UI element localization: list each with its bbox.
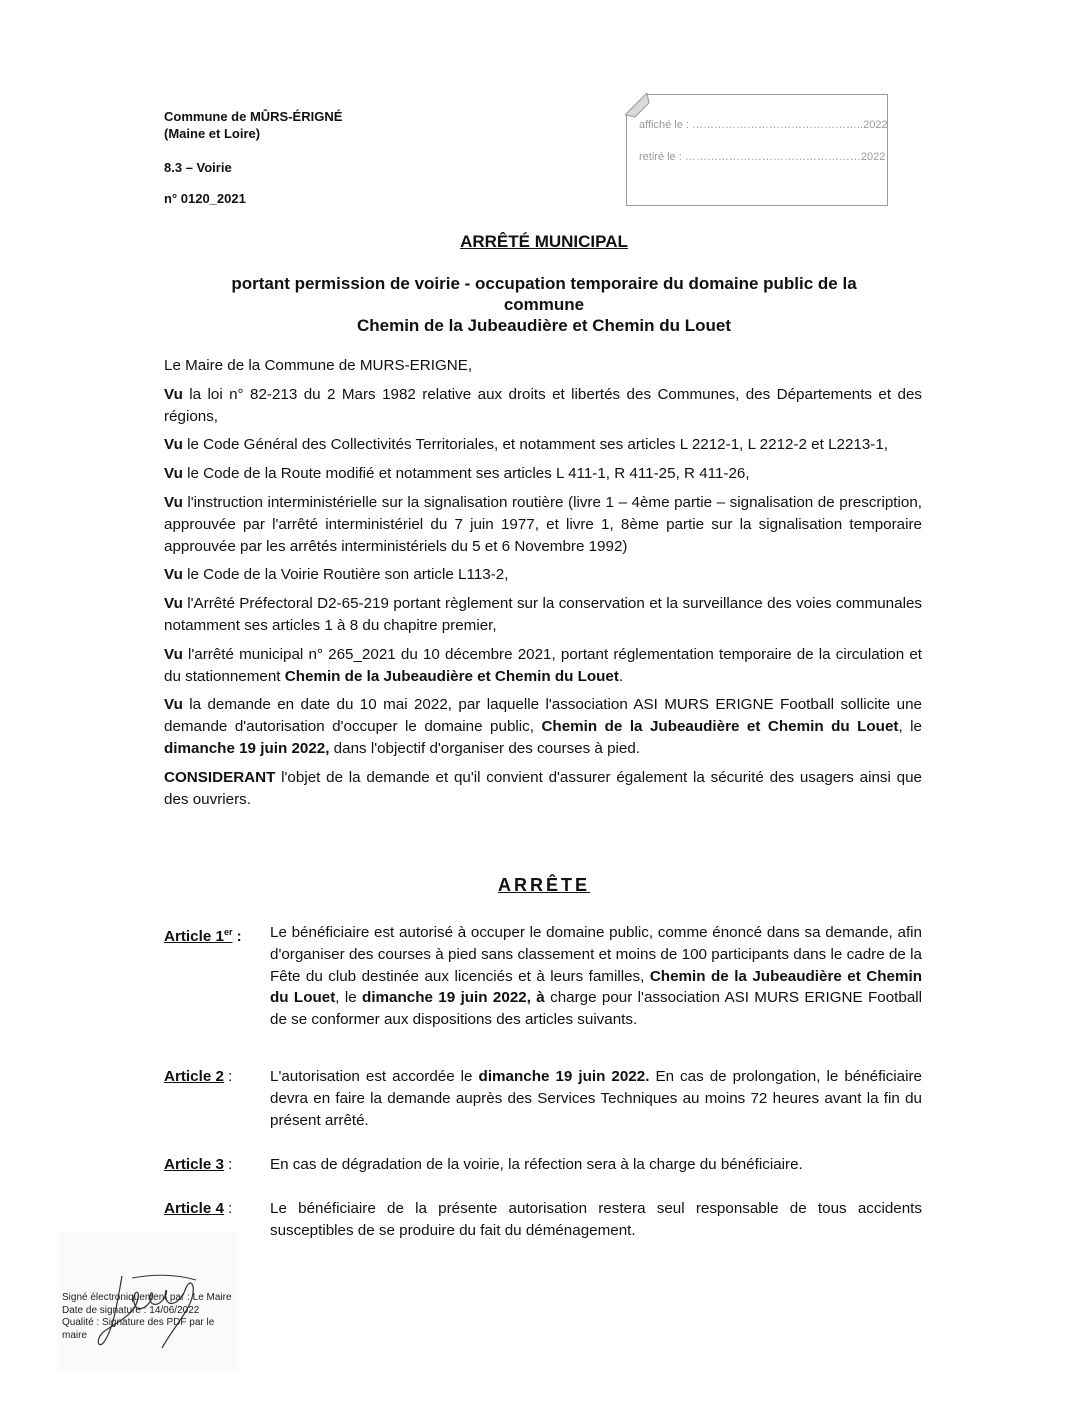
article-date: dimanche 19 juin 2022.: [478, 1068, 650, 1085]
page-title: ARRÊTÉ MUNICIPAL: [460, 232, 628, 251]
article-label: [164, 1066, 232, 1088]
vu-text: dans l'objectif d'organiser des courses à pied.: [329, 739, 641, 757]
vu-text: la demande en date du 10 mai 2022, par laquelle l'association ASI MURS ERIGNE Football sollicite une demande d'autorisation d'occuper le domaine public,: [164, 696, 922, 736]
article-2: [164, 1066, 922, 1131]
vu-paragraph: [164, 593, 922, 637]
article-text-part: L'autorisation est accordée le: [270, 1068, 479, 1085]
vu-text: , le: [898, 718, 922, 736]
posting-stamp-box: [626, 94, 888, 206]
article-4: [164, 1198, 922, 1242]
considerant-text: l'objet de la demande et qu'il convient d'assurer également la sécurité des usagers ainsi que des ouvriers.: [164, 768, 922, 808]
vu-paragraph: [164, 492, 922, 557]
vu-text: le Code de la Route modifié et notamment ses articles L 411-1, R 411-25, R 411-26,: [182, 465, 750, 483]
vu-text: la loi n° 82-213 du 2 Mars 1982 relative aux droits et libertés des Communes, des Départements et des régions,: [164, 385, 922, 425]
article-label-text: Article 1: [164, 928, 224, 946]
article-colon: :: [232, 928, 242, 946]
vu-keyword: Vu: [164, 385, 183, 403]
document-category: 8.3 – Voirie: [164, 160, 232, 175]
vu-text: l'arrêté municipal n° 265_2021 du 10 décembre 2021, portant réglementation temporaire de la circulation et du stationnement: [164, 645, 922, 685]
considerant-paragraph: [164, 767, 922, 811]
article-3: [164, 1154, 922, 1176]
retire-line: retiré le : …………………………………………2022: [639, 151, 886, 163]
arrete-heading: ARRÊTE: [497, 875, 590, 895]
article-label: [164, 1198, 232, 1220]
page-subtitle: [195, 273, 893, 336]
vu-location: Chemin de la Jubeaudière et Chemin du Louet: [541, 718, 899, 736]
electronic-signature-info: [62, 1292, 242, 1342]
vu-keyword: Vu: [164, 436, 183, 454]
article-label: [164, 1154, 232, 1176]
vu-text: le Code Général des Collectivités Territoriales, et notamment ses articles L 2212-1, L 2212-2 et L2213-1,: [182, 436, 889, 454]
vu-keyword: Vu: [164, 595, 183, 613]
commune-name: Commune de MÛRS-ÉRIGNÉ: [164, 109, 343, 124]
vu-text: .: [618, 667, 624, 685]
article-text: En cas de dégradation de la voirie, la réfection sera à la charge du bénéficiaire.: [270, 1156, 803, 1173]
article-colon: :: [223, 1156, 233, 1173]
vu-keyword: Vu: [164, 493, 183, 511]
considerant-keyword: CONSIDERANT: [164, 768, 276, 786]
article-text-part: En cas de prolongation, le bénéficiaire devra en faire la demande auprès des Services Techniques au moins 72 heures avant la fin du présent arrêté.: [270, 1068, 923, 1129]
article-text: [270, 1066, 922, 1131]
signature-date: Date de signature : 14/06/2022: [62, 1304, 200, 1316]
article-label-sup: er: [223, 927, 233, 937]
signature-signer: Signé électroniquement par : Le Maire: [62, 1292, 232, 1303]
article-label-text: Article 3: [164, 1156, 224, 1173]
vu-keyword: Vu: [164, 465, 183, 483]
article-text: Le bénéficiaire de la présente autorisation restera seul responsable de tous accidents susceptibles de se produire du fait du déménagement.: [270, 1200, 922, 1239]
vu-paragraph: [164, 434, 922, 456]
article-text-part: , le: [335, 989, 363, 1007]
document-number: n° 0120_2021: [164, 191, 246, 206]
vu-paragraph: [164, 384, 922, 428]
article-label-text: Article 2: [164, 1068, 224, 1085]
vu-paragraph: [164, 564, 922, 586]
article-1: [164, 922, 922, 1031]
vu-text: le Code de la Voirie Routière son article L113-2,: [182, 566, 509, 584]
article-text: [270, 922, 922, 1031]
article-colon: :: [223, 1068, 233, 1085]
vu-keyword: Vu: [164, 645, 183, 663]
article-location: Chemin de la Jubeaudière et Chemin du Louet: [270, 967, 922, 1007]
affiche-line: affiché le : ………………………………………..2022: [639, 119, 888, 131]
commune-region: (Maine et Loire): [164, 126, 261, 141]
subtitle-line-2: Chemin de la Jubeaudière et Chemin du Louet: [356, 316, 732, 335]
article-label-text: Article 4: [164, 1200, 224, 1217]
signature-quality: Qualité : Signature des PDF par le maire: [62, 1317, 215, 1341]
preamble: [164, 355, 922, 817]
vu-keyword: Vu: [164, 696, 183, 714]
vu-text: l'instruction interministérielle sur la signalisation routière (livre 1 – 4ème partie – signalisation de prescription, approuvée par l'arrêté interministériel du 7 juin 1977, et livre 1, 8ème partie sur la signalisation temporaire approuvée par les arrêtés interministériels du 5 et 6 Novembre 1992): [164, 493, 922, 555]
vu-paragraph: [164, 694, 922, 759]
vu-location: Chemin de la Jubeaudière et Chemin du Louet: [284, 667, 619, 685]
subtitle-line-1: portant permission de voirie - occupation temporaire du domaine public de la commune: [231, 274, 857, 314]
article-colon: :: [223, 1200, 233, 1217]
vu-date: dimanche 19 juin 2022,: [164, 739, 330, 757]
maire-line: Le Maire de la Commune de MURS-ERIGNE,: [164, 357, 473, 374]
vu-paragraph: [164, 644, 922, 688]
article-date: dimanche 19 juin 2022, à: [362, 989, 545, 1007]
vu-text: l'Arrêté Préfectoral D2-65-219 portant règlement sur la conservation et la surveillance des voies communales notamment ses articles 1 à 8 du chapitre premier,: [164, 595, 922, 634]
vu-paragraph: [164, 463, 922, 485]
article-label: [164, 922, 242, 948]
article-text-part: Le bénéficiaire est autorisé à occuper le domaine public, comme énoncé dans sa demande, afin d'organiser des courses à pied sans classement et moins de 100 participants dans le cadre de la Fête du club destinée aux licenciés et à leurs familles,: [270, 924, 922, 985]
article-text-part: charge pour l'association ASI MURS ERIGNE Football de se conformer aux dispositions des articles suivants.: [270, 989, 923, 1029]
vu-keyword: Vu: [164, 566, 183, 584]
